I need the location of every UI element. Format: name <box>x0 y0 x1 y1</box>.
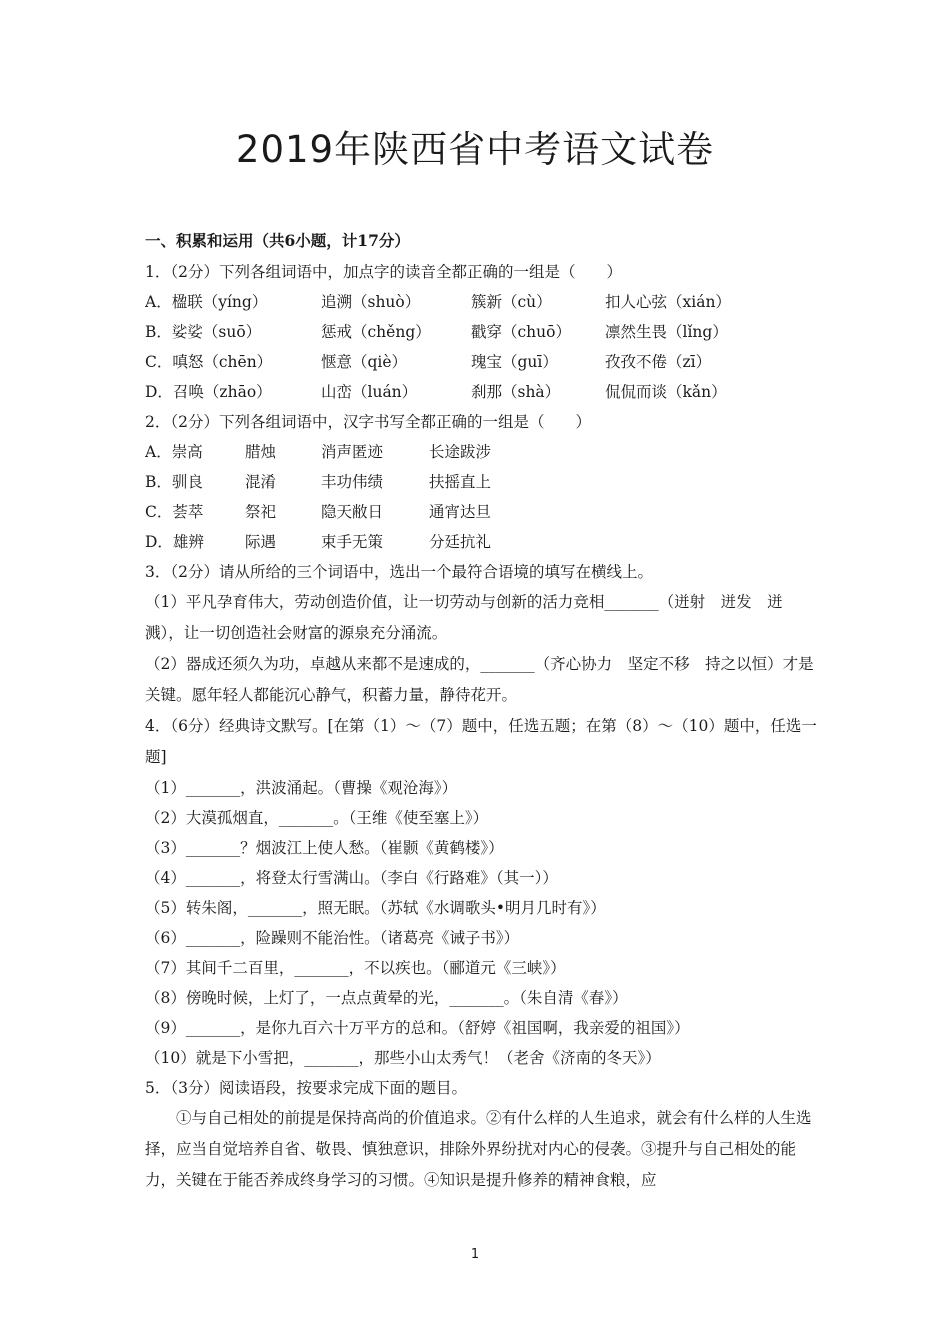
option-cell: D．召唤（zhāo） <box>145 383 272 401</box>
option-cell: 际遇 <box>245 533 277 551</box>
question-2-option-d <box>145 527 817 557</box>
option-cell: 山峦（luán） <box>321 383 418 401</box>
question-4-stem: 4．（6分）经典诗文默写。[在第（1）～（7）题中，任选五题；在第（8）～（10）题中，任选一题] <box>145 717 817 766</box>
question-1-option-d <box>145 377 817 407</box>
option-cell: 戳穿（chuō） <box>471 323 571 341</box>
question-4-item: （6）_______，险躁则不能治性。（诸葛亮《诫子书》） <box>145 929 520 947</box>
option-cell: 混淆 <box>245 473 277 491</box>
question-2-option-a <box>145 437 817 467</box>
question-3-part-1: （1）平凡孕育伟大，劳动创造价值，让一切劳动与创新的活力竞相_______（迸射 迸发 迸溅），让一切创造社会财富的源泉充分涌流。 <box>145 593 783 642</box>
option-cell: C．嗔怒（chēn） <box>145 353 273 371</box>
option-cell: C．荟萃 <box>145 503 204 521</box>
option-cell: A．楹联（yíng） <box>145 293 268 311</box>
option-cell: 束手无策 <box>321 533 384 551</box>
section-heading: 一、积累和运用（共6小题，计17分） <box>145 231 410 250</box>
question-2-stem: 2．（2分）下列各组词语中，汉字书写全都正确的一组是（ ） <box>145 413 591 431</box>
option-cell: 惩戒（chěng） <box>321 323 431 341</box>
option-cell: 追溯（shuò） <box>321 293 421 311</box>
option-cell: D．雄辨 <box>145 533 204 551</box>
option-cell: 隐天敝日 <box>321 503 384 521</box>
question-1-option-c <box>145 347 817 377</box>
page-number: 1 <box>470 1247 480 1262</box>
question-4-item: （8）傍晚时候，上灯了，一点点黄晕的光，_______。（朱自清《春》） <box>145 989 628 1007</box>
question-4-item: （9）_______，是你九百六十万平方的总和。（舒婷《祖国啊，我亲爱的祖国》） <box>145 1019 690 1037</box>
option-cell: 分廷抗礼 <box>429 533 492 551</box>
question-1-option-b <box>145 317 817 347</box>
option-cell: 消声匿迹 <box>321 443 384 461</box>
option-cell: 孜孜不倦（zī） <box>605 353 712 371</box>
question-2-option-b <box>145 467 817 497</box>
option-cell: 腊烛 <box>245 443 277 461</box>
option-cell: 长途跋涉 <box>429 443 492 461</box>
question-4-item: （1）_______，洪波涌起。（曹操《观沧海》） <box>145 779 458 797</box>
option-cell: B．娑娑（suō） <box>145 323 262 341</box>
option-cell: 刹那（shà） <box>471 383 561 401</box>
question-1-option-a <box>145 287 817 317</box>
question-1-stem: 1．（2分）下列各组词语中，加点字的读音全都正确的一组是（ ） <box>145 263 622 281</box>
option-cell: 扣人心弦（xián） <box>605 293 731 311</box>
option-cell: 通宵达旦 <box>429 503 492 521</box>
option-cell: 瑰宝（guī） <box>471 353 558 371</box>
question-4-item: （2）大漠孤烟直，_______。（王维《使至塞上》） <box>145 809 489 827</box>
question-4-item: （4）_______，将登太行雪满山。（李白《行路难》（其一）） <box>145 869 558 887</box>
question-5-stem: 5．（3分）阅读语段，按要求完成下面的题目。 <box>145 1079 467 1097</box>
question-3-stem: 3．（2分）请从所给的三个词语中，选出一个最符合语境的填写在横线上。 <box>145 563 653 581</box>
question-4-item: （3）_______？烟波江上使人愁。（崔颢《黄鹤楼》） <box>145 839 504 857</box>
option-cell: 簇新（cù） <box>471 293 552 311</box>
question-4-item: （5）转朱阁，_______，照无眠。（苏轼《水调歌头•明月几时有》） <box>145 899 606 917</box>
question-3-part-2: （2）器成还须久为功，卓越从来都不是速成的，_______（齐心协力 坚定不移 持之以恒）才是关键。愿年轻人都能沉心静气，积蓄力量，静待花开。 <box>145 655 814 704</box>
question-4-item: （10）就是下小雪把，_______，那些小山太秀气！（老舍《济南的冬天》） <box>145 1049 661 1067</box>
question-4-item: （7）其间千二百里，_______，不以疾也。（郦道元《三峡》） <box>145 959 566 977</box>
option-cell: B．驯良 <box>145 473 203 491</box>
option-cell: A．崇高 <box>145 443 203 461</box>
page-title: 2019年陕西省中考语文试卷 <box>235 128 715 171</box>
option-cell: 侃侃而谈（kǎn） <box>605 383 727 401</box>
option-cell: 惬意（qiè） <box>321 353 408 371</box>
option-cell: 祭祀 <box>245 503 277 521</box>
question-2-option-c <box>145 497 817 527</box>
option-cell: 丰功伟绩 <box>321 473 384 491</box>
option-cell: 扶摇直上 <box>429 473 492 491</box>
exam-content <box>145 225 817 1196</box>
option-cell: 凛然生畏（lǐng） <box>605 323 728 341</box>
question-5-passage: ①与自己相处的前提是保持高尚的价值追求。②有什么样的人生追求，就会有什么样的人生选择，应当自觉培养自省、敬畏、慎独意识，排除外界纷扰对内心的侵袭。③提升与自己相处的能力，关键在于能否养成终身学习的习惯。④知识是提升修养的精神食粮，应 <box>145 1109 812 1189</box>
